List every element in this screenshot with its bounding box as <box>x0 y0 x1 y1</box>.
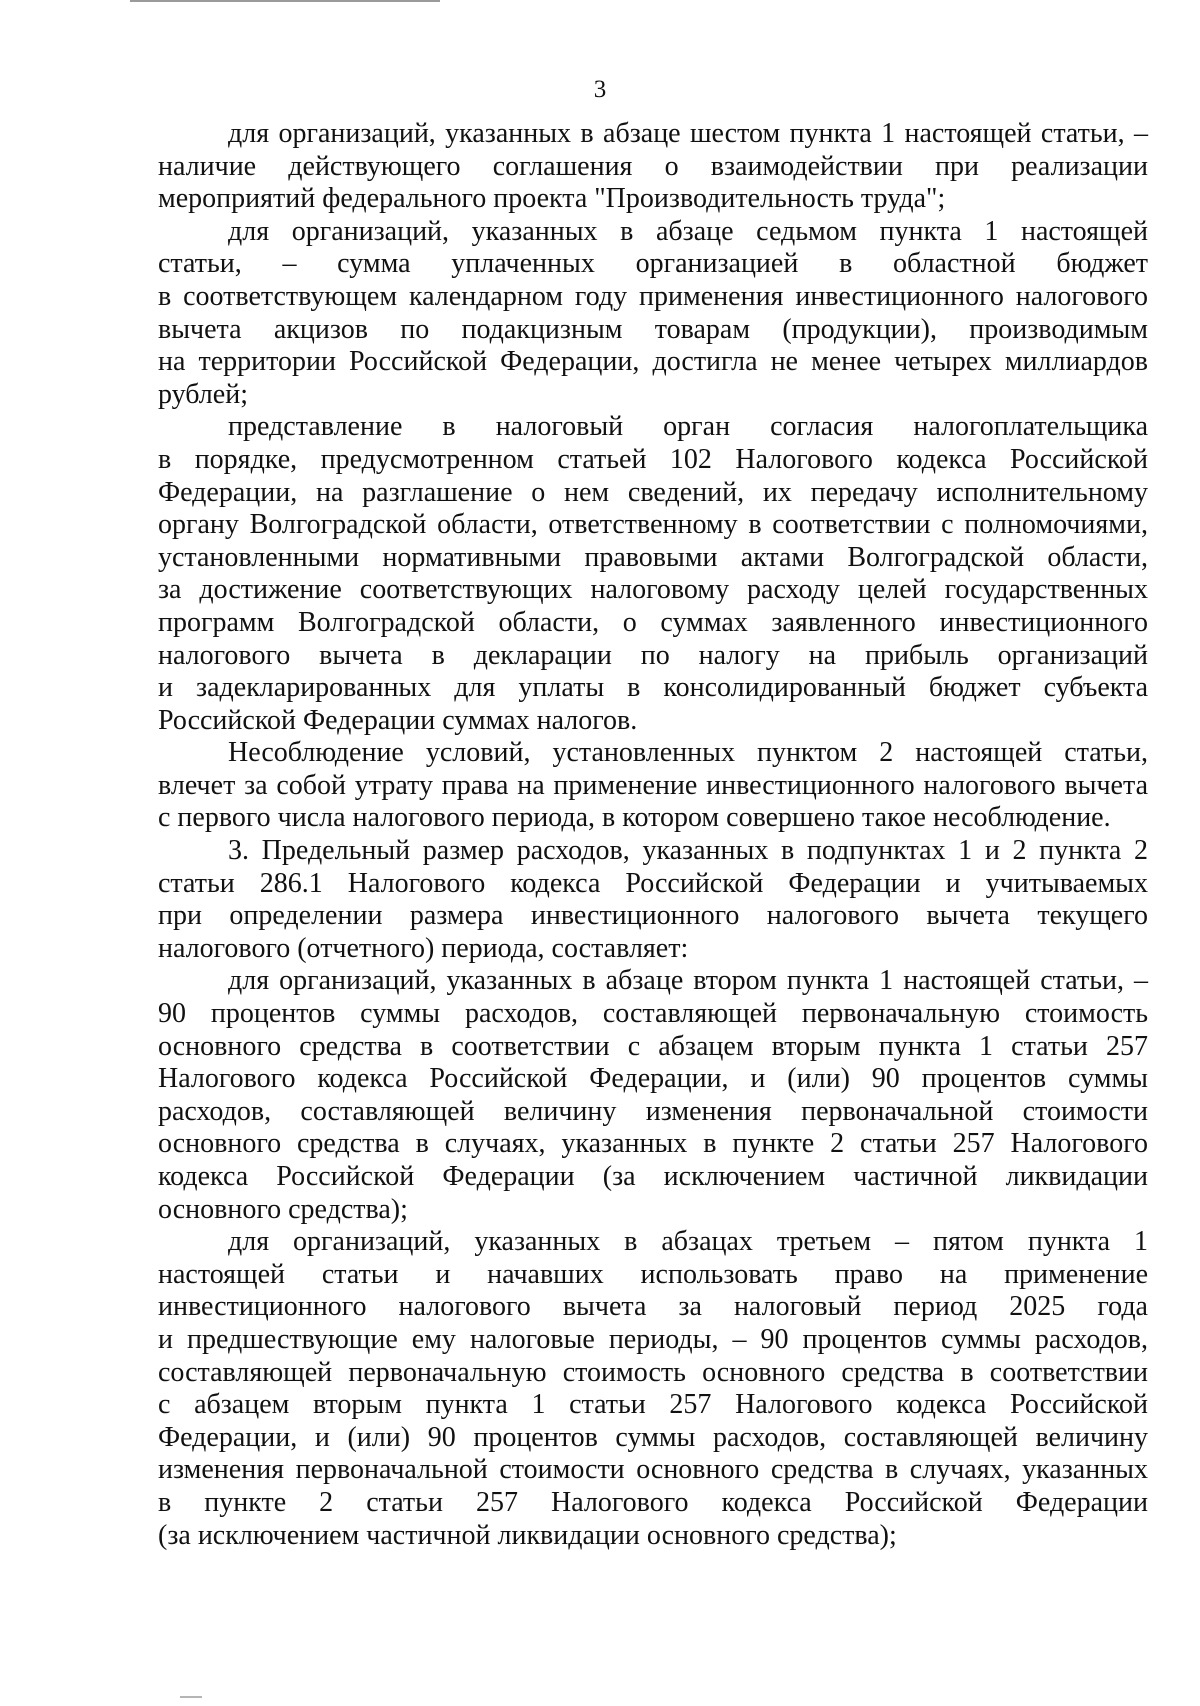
text-line: установленными нормативными правовыми актами Волгоградской области, <box>158 541 1148 573</box>
text-line: налогового (отчетного) периода, составляет: <box>158 932 689 964</box>
text-line: настоящей статьи и начавших использовать право на применение <box>158 1258 1148 1290</box>
text-line: и задекларированных для уплаты в консолидированный бюджет субъекта <box>158 672 1148 704</box>
page-number: 3 <box>593 76 607 103</box>
paragraph <box>158 835 1148 965</box>
paragraph <box>158 216 1148 412</box>
text-line: Налогового кодекса Российской Федерации, и (или) 90 процентов суммы <box>158 1063 1148 1095</box>
text-line: (за исключением частичной ликвидации основного средства); <box>158 1519 897 1551</box>
text-line: в соответствующем календарном году применения инвестиционного налогового <box>158 280 1148 312</box>
scan-mark <box>180 1696 202 1698</box>
text-line: основного средства); <box>158 1193 408 1225</box>
paragraph <box>158 737 1148 835</box>
text-line: изменения первоначальной стоимости основного средства в случаях, указанных <box>158 1454 1148 1486</box>
text-line: на территории Российской Федерации, достигла не менее четырех миллиардов <box>158 346 1148 378</box>
text-line: органу Волгоградской области, ответственному в соответствии с полномочиями, <box>158 509 1148 541</box>
text-line: программ Волгоградской области, о суммах заявленного инвестиционного <box>158 606 1148 638</box>
text-line: кодекса Российской Федерации (за исключением частичной ликвидации <box>158 1161 1148 1192</box>
text-line: наличие действующего соглашения о взаимодействии при реализации <box>158 150 1148 182</box>
paragraph <box>158 1226 1148 1552</box>
text-line: 3. Предельный размер расходов, указанных в подпунктах 1 и 2 пункта 2 <box>228 835 1148 867</box>
text-line: с абзацем вторым пункта 1 статьи 257 Налогового кодекса Российской <box>158 1389 1148 1421</box>
text-line: за достижение соответствующих налоговому расходу целей государственных <box>158 574 1148 606</box>
text-line: Федерации, и (или) 90 процентов суммы расходов, составляющей величину <box>158 1421 1148 1453</box>
text-line: представление в налоговый орган согласия налогоплательщика <box>228 411 1148 443</box>
text-line: в порядке, предусмотренном статьей 102 Налогового кодекса Российской <box>158 443 1148 475</box>
text-line: составляющей первоначальную стоимость основного средства в соответствии <box>158 1356 1148 1388</box>
text-line: расходов, составляющей величину изменения первоначальной стоимости <box>158 1095 1148 1127</box>
text-line: налогового вычета в декларации по налогу на прибыль организаций <box>158 639 1148 671</box>
text-line: статьи 286.1 Налогового кодекса Российской Федерации и учитываемых <box>158 867 1148 899</box>
text-line: при определении размера инвестиционного налогового вычета текущего <box>158 900 1148 932</box>
text-line: статьи, – сумма уплаченных организацией в областной бюджет <box>158 248 1148 280</box>
text-line: и предшествующие ему налоговые периоды, – 90 процентов суммы расходов, <box>158 1323 1148 1355</box>
text-line: для организаций, указанных в абзацах третьем – пятом пункта 1 <box>228 1226 1148 1258</box>
text-line: для организаций, указанных в абзаце втором пункта 1 настоящей статьи, – <box>228 965 1148 997</box>
text-line: основного средства в случаях, указанных в пункте 2 статьи 257 Налогового <box>158 1128 1148 1160</box>
paragraph <box>158 411 1148 737</box>
paragraph <box>158 118 1148 216</box>
text-line: вычета акцизов по подакцизным товарам (продукции), производимым <box>158 313 1148 345</box>
text-line: рублей; <box>158 378 248 410</box>
text-line: для организаций, указанных в абзаце шестом пункта 1 настоящей статьи, – <box>228 118 1148 149</box>
text-line: 90 процентов суммы расходов, составляющей первоначальную стоимость <box>158 998 1148 1030</box>
text-line: основного средства в соответствии с абзацем вторым пункта 1 статьи 257 <box>158 1030 1148 1062</box>
text-line: влечет за собой утрату права на применение инвестиционного налогового вычета <box>158 769 1148 801</box>
text-line: в пункте 2 статьи 257 Налогового кодекса Российской Федерации <box>158 1486 1148 1518</box>
text-line: Российской Федерации суммах налогов. <box>158 704 638 736</box>
paragraph <box>158 965 1148 1226</box>
text-line: Несоблюдение условий, установленных пунктом 2 настоящей статьи, <box>228 737 1148 769</box>
text-line: мероприятий федерального проекта "Производительность труда"; <box>158 183 946 215</box>
scan-edge-line <box>130 0 440 2</box>
document-body <box>158 118 1148 1552</box>
text-line: инвестиционного налогового вычета за налоговый период 2025 года <box>158 1291 1148 1323</box>
text-line: с первого числа налогового периода, в котором совершено такое несоблюдение. <box>158 802 1111 834</box>
text-line: Федерации, на разглашение о нем сведений, их передачу исполнительному <box>158 476 1148 508</box>
text-line: для организаций, указанных в абзаце седьмом пункта 1 настоящей <box>228 215 1148 247</box>
